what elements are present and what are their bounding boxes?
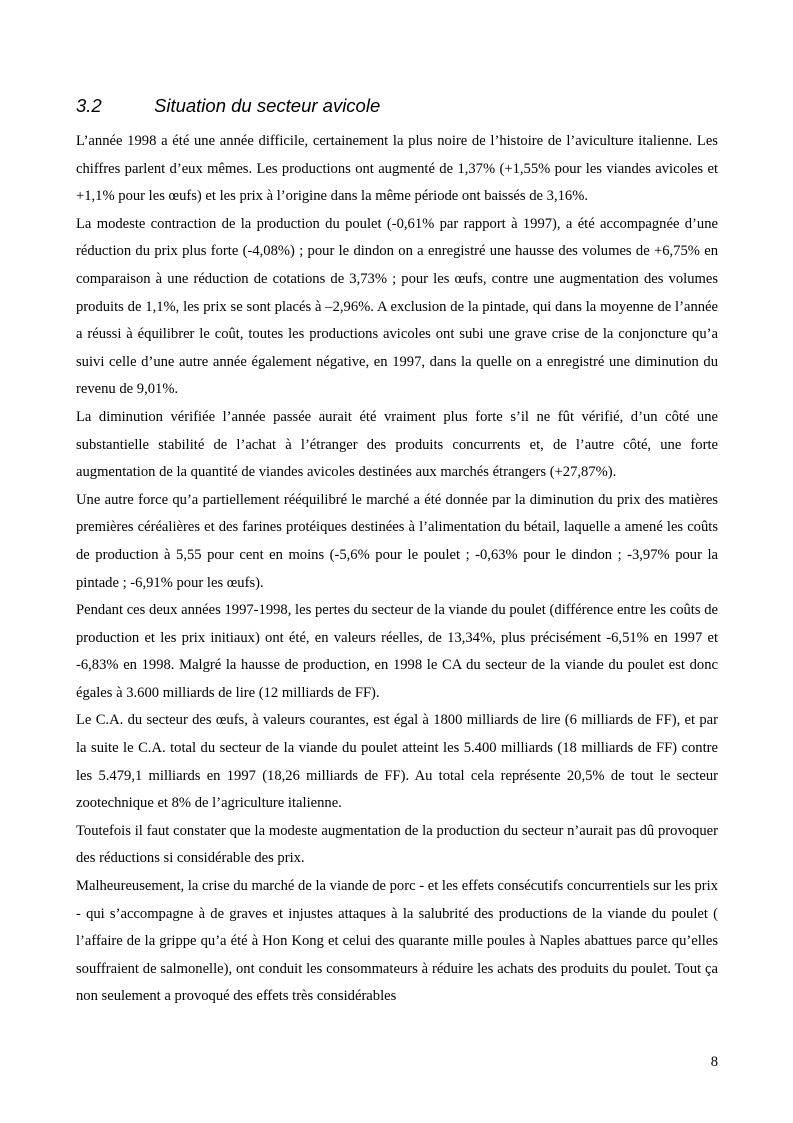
page-number: 8 [710,1054,718,1070]
body-text [76,128,718,1011]
section-number: 3.2 [76,95,102,116]
paragraph-6: Le C.A. du secteur des œufs, à valeurs courantes, est égal à 1800 milliards de lire (6 milliards de FF), et par la suite le C.A. total du secteur de la viande du poulet atteint les 5.400 milliards (18 milliards de FF) contre les 5.479,1 milliards en 1997 (18,26 milliards de FF). Au total cela représente 20,5% de tout le secteur zootechnique et 8% de l’agriculture italienne. [76,712,718,812]
paragraph-7: Toutefois il faut constater que la modeste augmentation de la production du secteur n’aurait pas dû provoquer des réductions si considérable des prix. [76,822,718,867]
section-heading [76,94,380,118]
paragraph-2: La modeste contraction de la production du poulet (-0,61% par rapport à 1997), a été accompagnée d’une réduction du prix plus forte (-4,08%) ; pour le dindon on a enregistré une hausse des volumes de +6,75% en comparaison à une réduction de cotations de 3,73% ; pour les œufs, contre une augmentation des volumes produits de 1,1%, les prix se sont placés à –2,96%. A exclusion de la pintade, qui dans la moyenne de l’année a réussi à équilibrer le coût, toutes les productions avicoles ont subi une grave crise de la conjoncture qu’a suivi celle d’une autre année également négative, en 1997, dans la quelle on a enregistré une diminution du revenu de 9,01%. [76,215,718,398]
paragraph-3: La diminution vérifiée l’année passée aurait été vraiment plus forte s’il ne fût vérifié, d’un côté une substantielle stabilité de l’achat à l’étranger des produits concurrents et, de l’autre côté, une forte augmentation de la quantité de viandes avicoles destinées aux marchés étrangers (+27,87%). [76,408,718,481]
section-title: Situation du secteur avicole [154,95,381,116]
paragraph-1: L’année 1998 a été une année difficile, certainement la plus noire de l’histoire de l’aviculture italienne. Les chiffres parlent d’eux mêmes. Les productions ont augmenté de 1,37% (+1,55% pour les viandes avicoles et +1,1% pour les œufs) et les prix à l’origine dans la même période ont baissés de 3,16%. [76,133,718,205]
paragraph-8: Malheureusement, la crise du marché de la viande de porc - et les effets consécutifs concurrentiels sur les prix - qui s’accompagne à de graves et injustes attaques à la salubrité des productions de la viande du poulet ( l’affaire de la grippe qu’a été à Hon Kong et celui des quarante mille poules à Naples abattues parce qu’elles souffraient de salmonelle), ont conduit les consommateurs à réduire les achats des produits du poulet. Tout ça non seulement a provoqué des effets très considérables [76,878,719,1005]
paragraph-4: Une autre force qu’a partiellement rééquilibré le marché a été donnée par la diminution du prix des matières premières céréalières et des farines protéiques destinées à l’alimentation du bétail, laquelle a amené les coûts de production à 5,55 pour cent en moins (-5,6% pour le poulet ; -0,63% pour le dindon ; -3,97% pour la pintade ; -6,91% pour les œufs). [76,491,718,591]
paragraph-5: Pendant ces deux années 1997-1998, les pertes du secteur de la viande du poulet (différence entre les coûts de production et les prix initiaux) ont été, en valeurs réelles, de 13,34%, plus précisément -6,51% en 1997 et -6,83% en 1998. Malgré la hausse de production, en 1998 le CA du secteur de la viande du poulet est donc égales à 3.600 milliards de lire (12 milliards de FF). [76,602,718,701]
